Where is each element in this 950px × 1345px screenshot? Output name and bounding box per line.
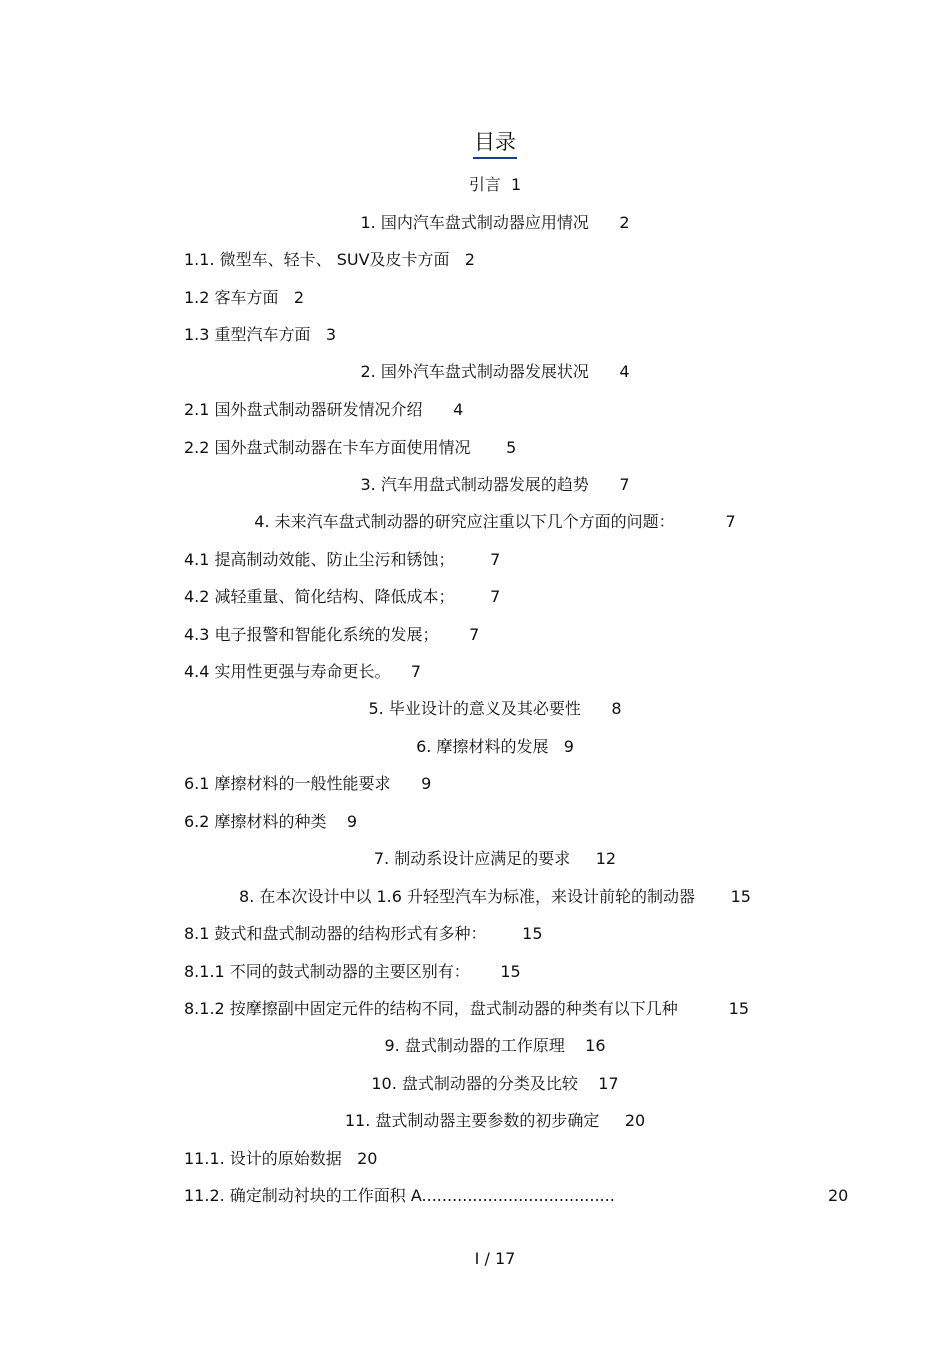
toc-entry-text: 2.1 国外盘式制动器研发情况介绍 bbox=[184, 400, 423, 419]
toc-entry-text: 10. 盘式制动器的分类及比较 bbox=[371, 1074, 578, 1093]
toc-entry-text: 8. 在本次设计中以 1.6 升轻型汽车为标准，来设计前轮的制动器 bbox=[239, 887, 695, 906]
toc-entry-text: 4.2 减轻重量、简化结构、降低成本； bbox=[184, 587, 455, 606]
toc-entry-9[interactable] bbox=[0, 1035, 950, 1057]
toc-entry-11-2[interactable] bbox=[184, 1185, 615, 1207]
toc-entry-8[interactable] bbox=[0, 886, 950, 908]
toc-entry-11[interactable] bbox=[0, 1110, 950, 1132]
toc-entry-page: 16 bbox=[585, 1036, 606, 1055]
toc-entry-page: 20 bbox=[828, 1186, 849, 1205]
toc-entry-text: 6. 摩擦材料的发展 bbox=[416, 737, 549, 756]
toc-entry-text: 1. 国内汽车盘式制动器应用情况 bbox=[360, 213, 589, 232]
toc-title-text: 目录 bbox=[473, 128, 517, 159]
toc-entry-page: 15 bbox=[522, 924, 543, 943]
toc-entry-text: 4.4 实用性更强与寿命更长。 bbox=[184, 662, 391, 681]
toc-entry-page: 9 bbox=[563, 737, 574, 756]
toc-entry-text: 6.2 摩擦材料的种类 bbox=[184, 812, 327, 831]
toc-entry-page: 1 bbox=[511, 175, 522, 194]
toc-entry-text: 1.2 客车方面 bbox=[184, 288, 279, 307]
toc-entry-text: 7. 制动系设计应满足的要求 bbox=[373, 849, 571, 868]
toc-entry-page: 7 bbox=[490, 550, 501, 569]
toc-entry-page: 12 bbox=[595, 849, 617, 868]
toc-entry-page: 4 bbox=[619, 362, 630, 381]
toc-entry-text: 11. 盘式制动器主要参数的初步确定 bbox=[344, 1111, 600, 1130]
toc-entry-8-1[interactable] bbox=[184, 923, 543, 945]
toc-entry-text: 11.2. 确定制动衬块的工作面积 A...................................... bbox=[184, 1186, 615, 1205]
toc-entry-page: 4 bbox=[453, 400, 464, 419]
toc-entry-4-1[interactable] bbox=[184, 549, 500, 571]
toc-entry-page: 7 bbox=[410, 662, 422, 681]
page-number: I / 17 bbox=[474, 1249, 516, 1268]
toc-entry-text: 11.1. 设计的原始数据 bbox=[184, 1149, 342, 1168]
toc-entry-1-1[interactable] bbox=[184, 249, 475, 271]
toc-entry-2-2[interactable] bbox=[184, 437, 516, 459]
toc-entry-6-1[interactable] bbox=[184, 773, 431, 795]
toc-entry-preface[interactable] bbox=[0, 174, 950, 196]
toc-entry-8-1-2[interactable] bbox=[184, 998, 749, 1020]
toc-entry-page: 8 bbox=[611, 699, 622, 718]
toc-entry-1-3[interactable] bbox=[184, 324, 336, 346]
toc-entry-page: 15 bbox=[728, 999, 750, 1018]
toc-entry-4-3[interactable] bbox=[184, 624, 479, 646]
toc-entry-text: 8.1.1 不同的鼓式制动器的主要区别有： bbox=[184, 962, 470, 981]
toc-entry-text: 4.1 提高制动效能、防止尘污和锈蚀； bbox=[184, 550, 455, 569]
toc-entry-2[interactable] bbox=[0, 361, 950, 383]
toc-entry-text: 5. 毕业设计的意义及其必要性 bbox=[368, 699, 581, 718]
toc-entry-text: 4.3 电子报警和智能化系统的发展； bbox=[184, 625, 439, 644]
toc-entry-text: 4. 未来汽车盘式制动器的研究应注重以下几个方面的问题： bbox=[254, 512, 675, 531]
toc-entry-page: 20 bbox=[357, 1149, 378, 1168]
toc-entry-7[interactable] bbox=[0, 848, 950, 870]
toc-entry-page: 9 bbox=[421, 774, 432, 793]
toc-entry-4-4[interactable] bbox=[184, 661, 421, 683]
toc-entry-text: 3. 汽车用盘式制动器发展的趋势 bbox=[360, 475, 589, 494]
toc-entry-page: 15 bbox=[500, 962, 521, 981]
toc-entry-page: 5 bbox=[506, 438, 517, 457]
toc-entry-text: 1.3 重型汽车方面 bbox=[184, 325, 311, 344]
toc-entry-page: 7 bbox=[490, 587, 501, 606]
toc-entry-text: 6.1 摩擦材料的一般性能要求 bbox=[184, 774, 391, 793]
toc-entry-page: 7 bbox=[469, 625, 480, 644]
toc-entry-page: 17 bbox=[598, 1074, 619, 1093]
toc-entry-1[interactable] bbox=[0, 212, 950, 234]
toc-entry-page: 2 bbox=[619, 213, 630, 232]
toc-entry-6-2[interactable] bbox=[184, 811, 357, 833]
toc-entry-text: 8.1.2 按摩擦副中固定元件的结构不同，盘式制动器的种类有以下几种 bbox=[184, 999, 678, 1018]
toc-entry-page: 9 bbox=[346, 812, 358, 831]
toc-entry-text: 9. 盘式制动器的工作原理 bbox=[384, 1036, 565, 1055]
toc-entry-text: 2.2 国外盘式制动器在卡车方面使用情况 bbox=[184, 438, 471, 457]
toc-entry-10[interactable] bbox=[0, 1073, 950, 1095]
toc-entry-page: 2 bbox=[464, 250, 475, 269]
toc-entry-3[interactable] bbox=[0, 474, 950, 496]
toc-entry-page: 7 bbox=[619, 475, 630, 494]
toc-entry-6[interactable] bbox=[0, 736, 950, 758]
toc-entry-page: 2 bbox=[293, 288, 304, 307]
toc-entry-text: 1.1. 微型车、轻卡、 SUV及皮卡方面 bbox=[184, 250, 450, 269]
toc-entry-text: 2. 国外汽车盘式制动器发展状况 bbox=[360, 362, 589, 381]
toc-entry-1-2[interactable] bbox=[184, 287, 304, 309]
toc-entry-page: 7 bbox=[725, 512, 736, 531]
toc-entry-4-2[interactable] bbox=[184, 586, 500, 608]
toc-entry-page: 3 bbox=[325, 325, 336, 344]
toc-entry-11-1[interactable] bbox=[184, 1148, 377, 1170]
toc-entry-text: 8.1 鼓式和盘式制动器的结构形式有多种： bbox=[184, 924, 487, 943]
toc-entry-8-1-1[interactable] bbox=[184, 961, 521, 983]
toc-entry-4[interactable] bbox=[0, 511, 950, 533]
toc-entry-page: 15 bbox=[730, 887, 751, 906]
toc-entry-text: 引言 bbox=[468, 175, 501, 194]
toc-entry-2-1[interactable] bbox=[184, 399, 463, 421]
toc-entry-5[interactable] bbox=[0, 698, 950, 720]
toc-entry-page: 20 bbox=[624, 1111, 646, 1130]
